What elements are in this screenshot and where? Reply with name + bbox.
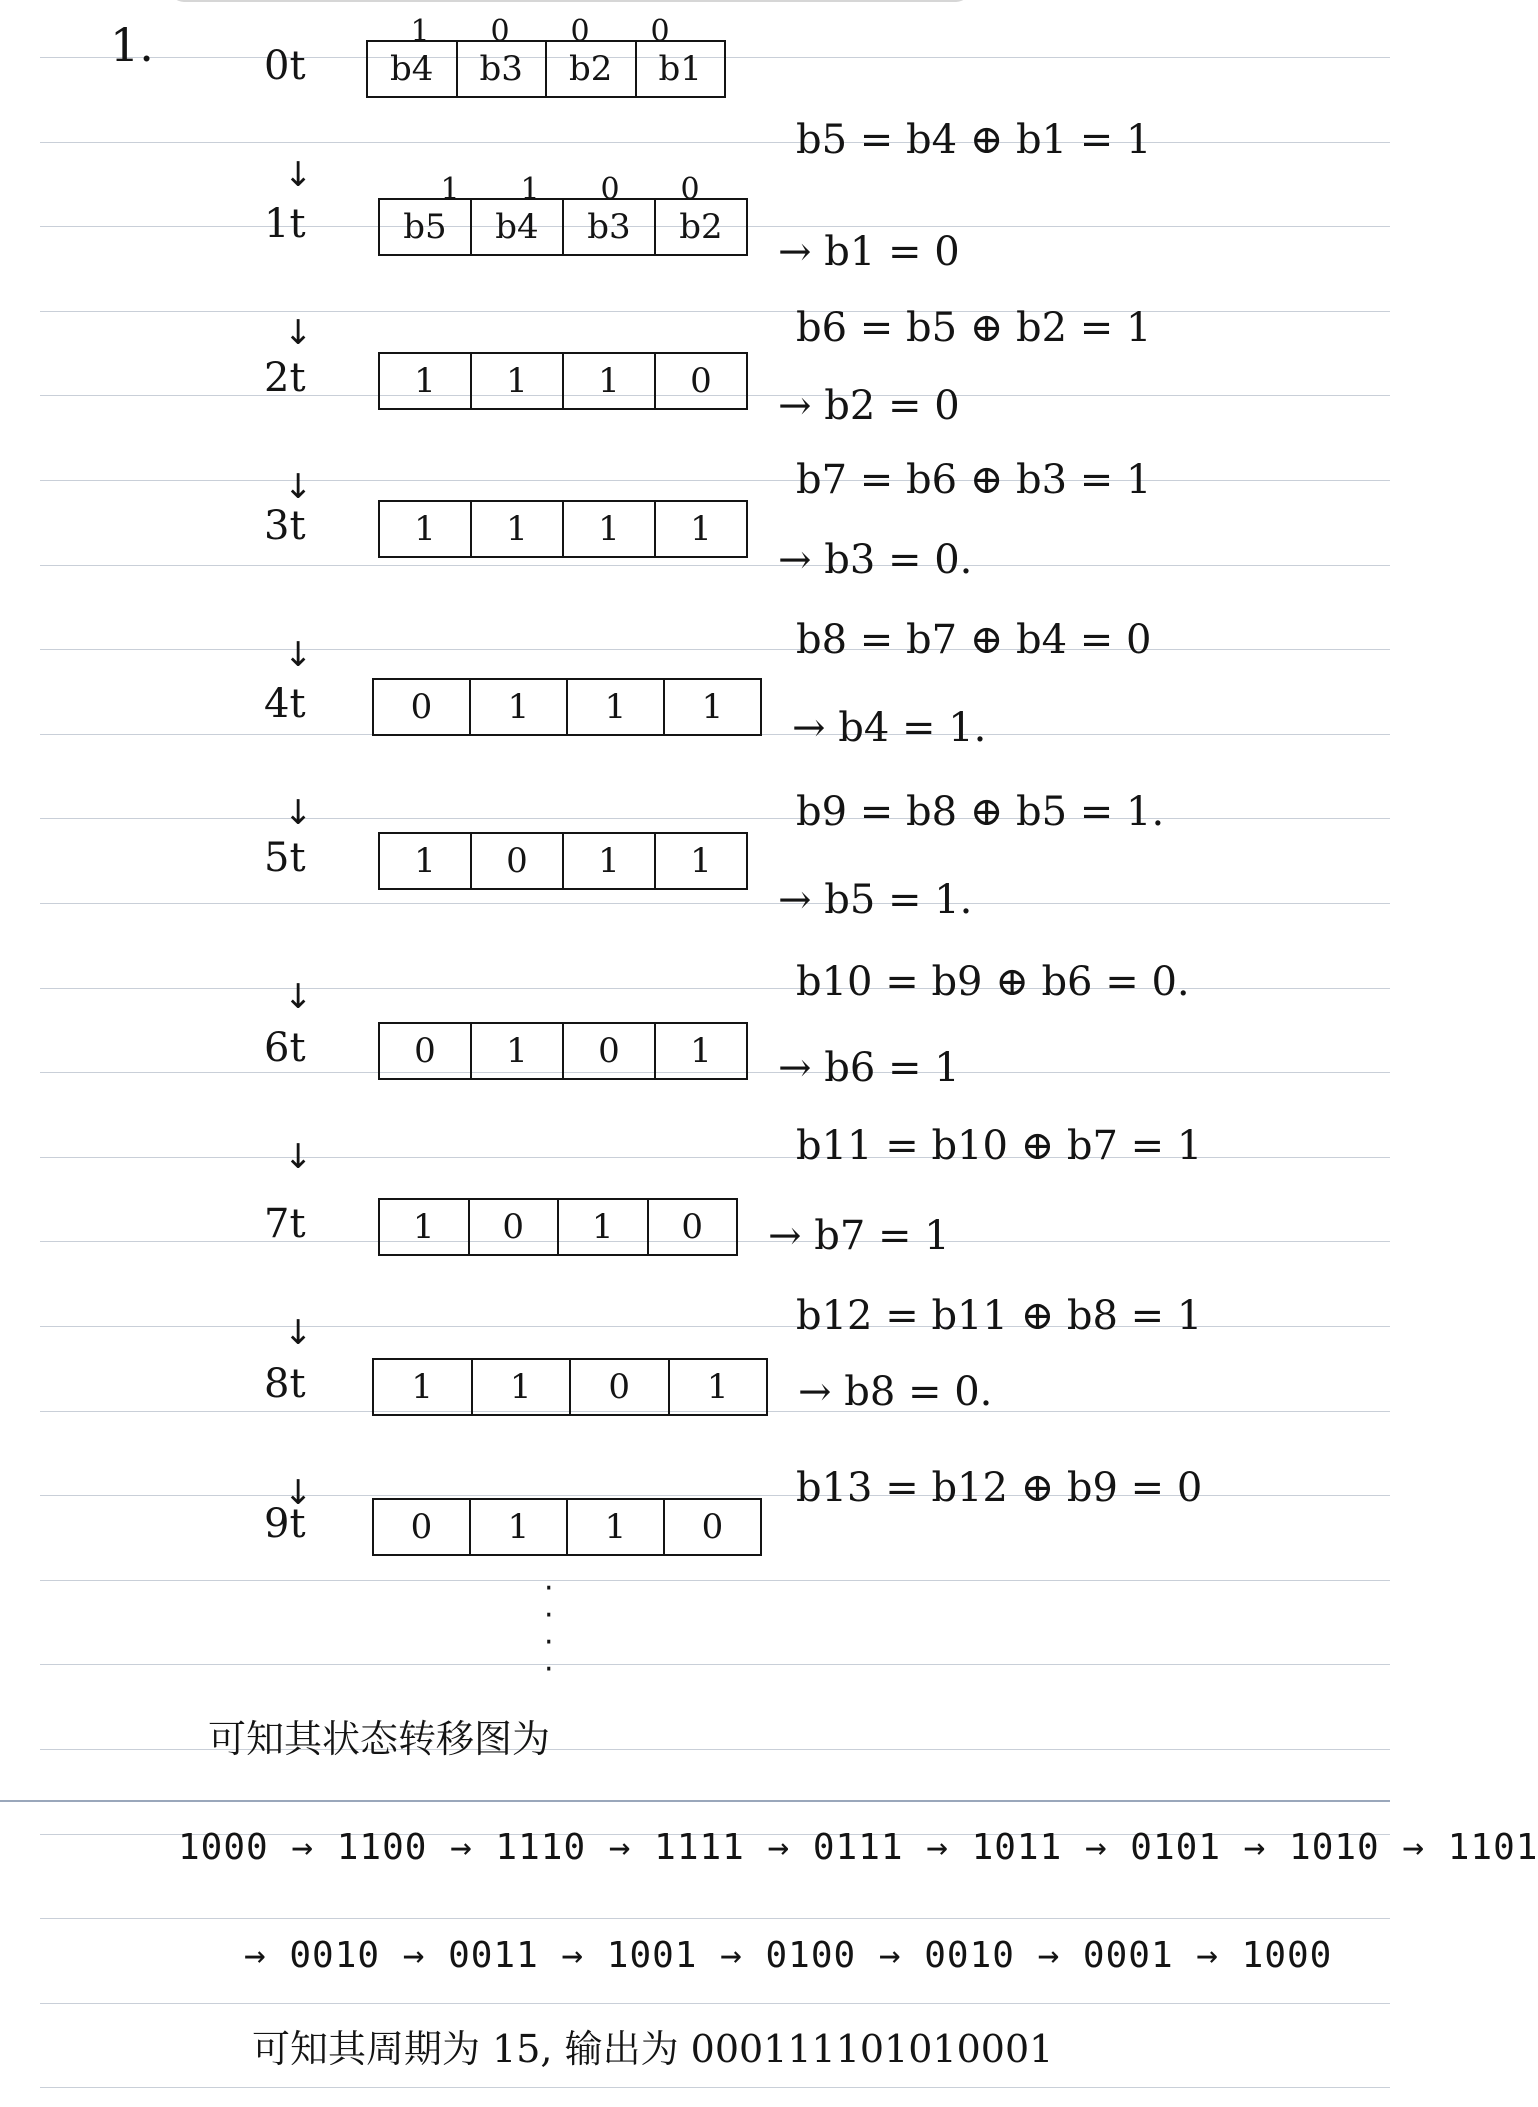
register-cell: 0 — [472, 834, 564, 888]
shift-register-7t — [378, 1198, 738, 1256]
register-cell: 0 — [380, 1024, 472, 1078]
feedback-equation-7t: b12 = b11 ⊕ b8 = 1 — [796, 1293, 1203, 1339]
register-cell: b3 — [564, 200, 656, 254]
output-bit-1t: → b1 = 0 — [778, 229, 960, 275]
shift-register-1t — [378, 198, 748, 256]
register-cell: 1 — [471, 680, 568, 734]
register-cell: 0 — [564, 1024, 656, 1078]
ruled-line — [40, 142, 1390, 143]
down-arrow-icon: ↓ — [284, 313, 313, 353]
register-cell: b3 — [458, 42, 548, 96]
shift-register-9t — [372, 1498, 762, 1556]
ruled-line — [40, 2087, 1390, 2088]
register-cell: 1 — [564, 502, 656, 556]
output-bit-5t: → b5 = 1. — [778, 877, 973, 923]
register-cell: 1 — [472, 354, 564, 408]
shift-register-4t — [372, 678, 762, 736]
overbit: 0 — [650, 14, 670, 49]
ruled-line — [40, 311, 1390, 312]
register-cell: 1 — [690, 509, 712, 549]
state-sequence-line-1: 1000 → 1100 → 1110 → 1111 → 0111 → 1011 → 0101 → 1010 → 1101 — [178, 1827, 1538, 1868]
shift-register-6t — [378, 1022, 748, 1080]
register-cell: 0 — [374, 680, 471, 734]
feedback-equation-5t: b10 = b9 ⊕ b6 = 0. — [796, 959, 1190, 1005]
feedback-equation-1t: b6 = b5 ⊕ b2 = 1 — [796, 305, 1152, 351]
time-label: 8t — [264, 1361, 306, 1407]
ruled-line — [40, 1918, 1390, 1919]
register-cell: b4 — [472, 200, 564, 254]
register-cell: 1 — [564, 354, 656, 408]
state-diagram-intro: 可知其状态转移图为 — [208, 1717, 551, 1761]
ruled-line — [40, 818, 1390, 819]
register-cell: 1 — [471, 1500, 568, 1554]
down-arrow-icon: ↓ — [284, 1313, 313, 1353]
page-divider — [0, 1800, 1390, 1802]
register-cell: b5 — [380, 200, 472, 254]
overbit: 0 — [680, 172, 700, 207]
time-label: 2t — [264, 355, 306, 401]
down-arrow-icon: ↓ — [284, 635, 313, 675]
register-cell: 1 — [559, 1200, 649, 1254]
overbit: 0 — [600, 172, 620, 207]
time-label: 6t — [264, 1025, 306, 1071]
register-cell: 0 — [571, 1360, 670, 1414]
register-cell: 0 — [690, 361, 712, 401]
register-cell: b2 — [547, 42, 637, 96]
down-arrow-icon: ↓ — [284, 1137, 313, 1177]
output-bit-2t: → b2 = 0 — [778, 383, 960, 429]
register-cell: 1 — [380, 502, 472, 556]
time-label: 9t — [264, 1501, 306, 1547]
register-cell: 1 — [380, 834, 472, 888]
overbit: 1 — [520, 172, 540, 207]
register-cell: 1 — [472, 502, 564, 556]
ruled-line — [40, 1664, 1390, 1665]
overbit: 1 — [410, 14, 430, 49]
time-label: 5t — [264, 835, 306, 881]
register-cell: 1 — [701, 687, 724, 727]
ruled-line — [40, 1580, 1390, 1581]
register-cell: 0 — [681, 1207, 704, 1247]
ruled-line — [40, 480, 1390, 481]
down-arrow-icon: ↓ — [284, 793, 313, 833]
output-bit-8t: → b8 = 0. — [798, 1369, 993, 1415]
period-conclusion: 可知其周期为 15, 输出为 000111101010001 — [252, 2027, 1054, 2071]
feedback-equation-4t: b9 = b8 ⊕ b5 = 1. — [796, 789, 1165, 835]
state-sequence-line-2: → 0010 → 0011 → 1001 → 0100 → 0010 → 0001 → 1000 — [244, 1935, 1333, 1976]
register-cell: 1 — [568, 680, 665, 734]
down-arrow-icon: ↓ — [284, 977, 313, 1017]
output-bit-7t: → b7 = 1 — [768, 1213, 950, 1259]
time-label: 3t — [264, 503, 306, 549]
register-cell: 1 — [690, 1031, 712, 1071]
ruled-line — [40, 2003, 1390, 2004]
time-label: 1t — [264, 201, 306, 247]
feedback-equation-2t: b7 = b6 ⊕ b3 = 1 — [796, 457, 1152, 503]
register-cell: b2 — [679, 207, 723, 247]
ruled-line — [40, 649, 1390, 650]
register-cell: 1 — [472, 1024, 564, 1078]
down-arrow-icon: ↓ — [284, 467, 313, 507]
shift-register-0t — [366, 40, 726, 98]
register-cell: 1 — [564, 834, 656, 888]
output-bit-4t: → b4 = 1. — [792, 705, 987, 751]
register-cell: 1 — [706, 1367, 729, 1407]
ruled-line — [40, 565, 1390, 566]
register-cell: 1 — [380, 354, 472, 408]
time-label: 0t — [264, 43, 306, 89]
overbit: 0 — [570, 14, 590, 49]
output-bit-6t: → b6 = 1 — [778, 1045, 960, 1091]
register-cell: 0 — [470, 1200, 560, 1254]
overbit: 1 — [440, 172, 460, 207]
top-scroll-shadow — [170, 0, 970, 2]
down-arrow-icon: ↓ — [284, 1473, 313, 1513]
shift-register-8t — [372, 1358, 768, 1416]
feedback-equation-8t: b13 = b12 ⊕ b9 = 0 — [796, 1465, 1203, 1511]
register-cell: b1 — [658, 49, 702, 89]
shift-register-5t — [378, 832, 748, 890]
register-cell: 1 — [473, 1360, 572, 1414]
output-bit-3t: → b3 = 0. — [778, 537, 973, 583]
register-cell: 0 — [701, 1507, 724, 1547]
register-cell: 1 — [380, 1200, 470, 1254]
feedback-equation-6t: b11 = b10 ⊕ b7 = 1 — [796, 1123, 1203, 1169]
down-arrow-icon: ↓ — [284, 155, 313, 195]
register-cell: 1 — [568, 1500, 665, 1554]
overbit: 0 — [490, 14, 510, 49]
ruled-line — [40, 903, 1390, 904]
register-cell: 1 — [690, 841, 712, 881]
feedback-equation-3t: b8 = b7 ⊕ b4 = 0 — [796, 617, 1152, 663]
register-cell: b4 — [368, 42, 458, 96]
register-cell: 1 — [374, 1360, 473, 1414]
feedback-equation-0t: b5 = b4 ⊕ b1 = 1 — [796, 117, 1152, 163]
time-label: 7t — [264, 1201, 306, 1247]
shift-register-3t — [378, 500, 748, 558]
continuation-dots: · · · · — [544, 1571, 554, 1687]
time-label: 4t — [264, 681, 306, 727]
register-cell: 0 — [374, 1500, 471, 1554]
shift-register-2t — [378, 352, 748, 410]
problem-number: 1. — [110, 18, 154, 72]
